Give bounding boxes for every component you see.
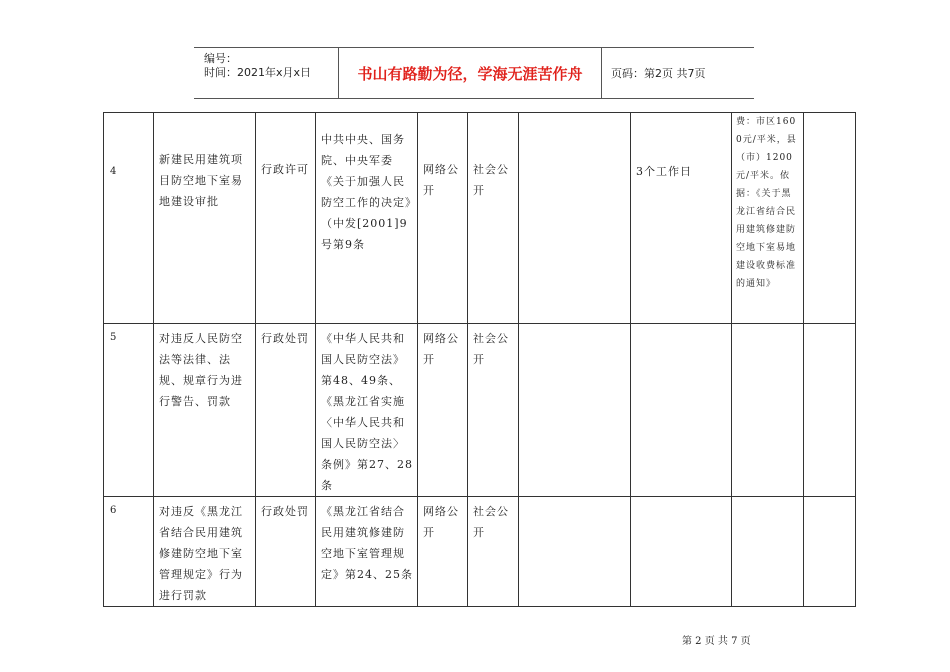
cell-fee: [732, 324, 804, 497]
time-label: 时间：2021年x月x日: [204, 66, 312, 79]
cell-method-b: 社会公开: [468, 324, 519, 497]
cell-category: 行政许可: [256, 113, 316, 324]
cell-name: 新建民用建筑项目防空地下室易地建设审批: [154, 113, 256, 324]
cell-method-a: 网络公开: [418, 324, 468, 497]
cell-method-b: 社会公开: [468, 497, 519, 607]
cell-category: 行政处罚: [256, 497, 316, 607]
table-row: [104, 324, 856, 497]
cell-method-b: 社会公开: [468, 113, 519, 324]
header-meta: [194, 48, 339, 98]
page-header: [194, 47, 754, 99]
cell-col10: [804, 497, 856, 607]
header-motto: 书山有路勤为径，学海无涯苦作舟: [339, 48, 602, 98]
cell-category: 行政处罚: [256, 324, 316, 497]
items-table: [103, 112, 856, 607]
cell-method-a: 网络公开: [418, 497, 468, 607]
cell-col7: [519, 113, 631, 324]
table-row: [104, 497, 856, 607]
cell-num: 4: [104, 113, 154, 324]
cell-deadline: [631, 497, 732, 607]
number-label: 编号：: [204, 52, 237, 65]
cell-basis: 《黑龙江省结合民用建筑修建防空地下室管理规定》第24、25条: [316, 497, 418, 607]
cell-fee: [732, 497, 804, 607]
cell-name: 对违反《黑龙江省结合民用建筑修建防空地下室管理规定》行为进行罚款: [154, 497, 256, 607]
cell-col7: [519, 497, 631, 607]
cell-name: 对违反人民防空法等法律、法规、规章行为进行警告、罚款: [154, 324, 256, 497]
cell-basis: 《中华人民共和国人民防空法》第48、49条、《黑龙江省实施〈中华人民共和国人民防空法〉条例》第27、28条: [316, 324, 418, 497]
page-footer: 第 2 页 共 7 页: [682, 636, 751, 647]
table-row: [104, 113, 856, 324]
header-page-label: 页码：第2页 共7页: [611, 67, 706, 80]
cell-col10: [804, 324, 856, 497]
cell-col7: [519, 324, 631, 497]
cell-method-a: 网络公开: [418, 113, 468, 324]
cell-num: 5: [104, 324, 154, 497]
cell-num: 6: [104, 497, 154, 607]
cell-deadline: 3个工作日: [631, 113, 732, 324]
cell-col10: [804, 113, 856, 324]
cell-fee: 费：市区1600元/平米，县（市）1200元/平米。依据：《关于黑龙江省结合民用建筑修建防空地下室易地建设收费标准的通知》: [732, 113, 804, 324]
cell-deadline: [631, 324, 732, 497]
cell-basis: 中共中央、国务院、中央军委《关于加强人民防空工作的决定》（中发[2001]9号第9条: [316, 113, 418, 324]
